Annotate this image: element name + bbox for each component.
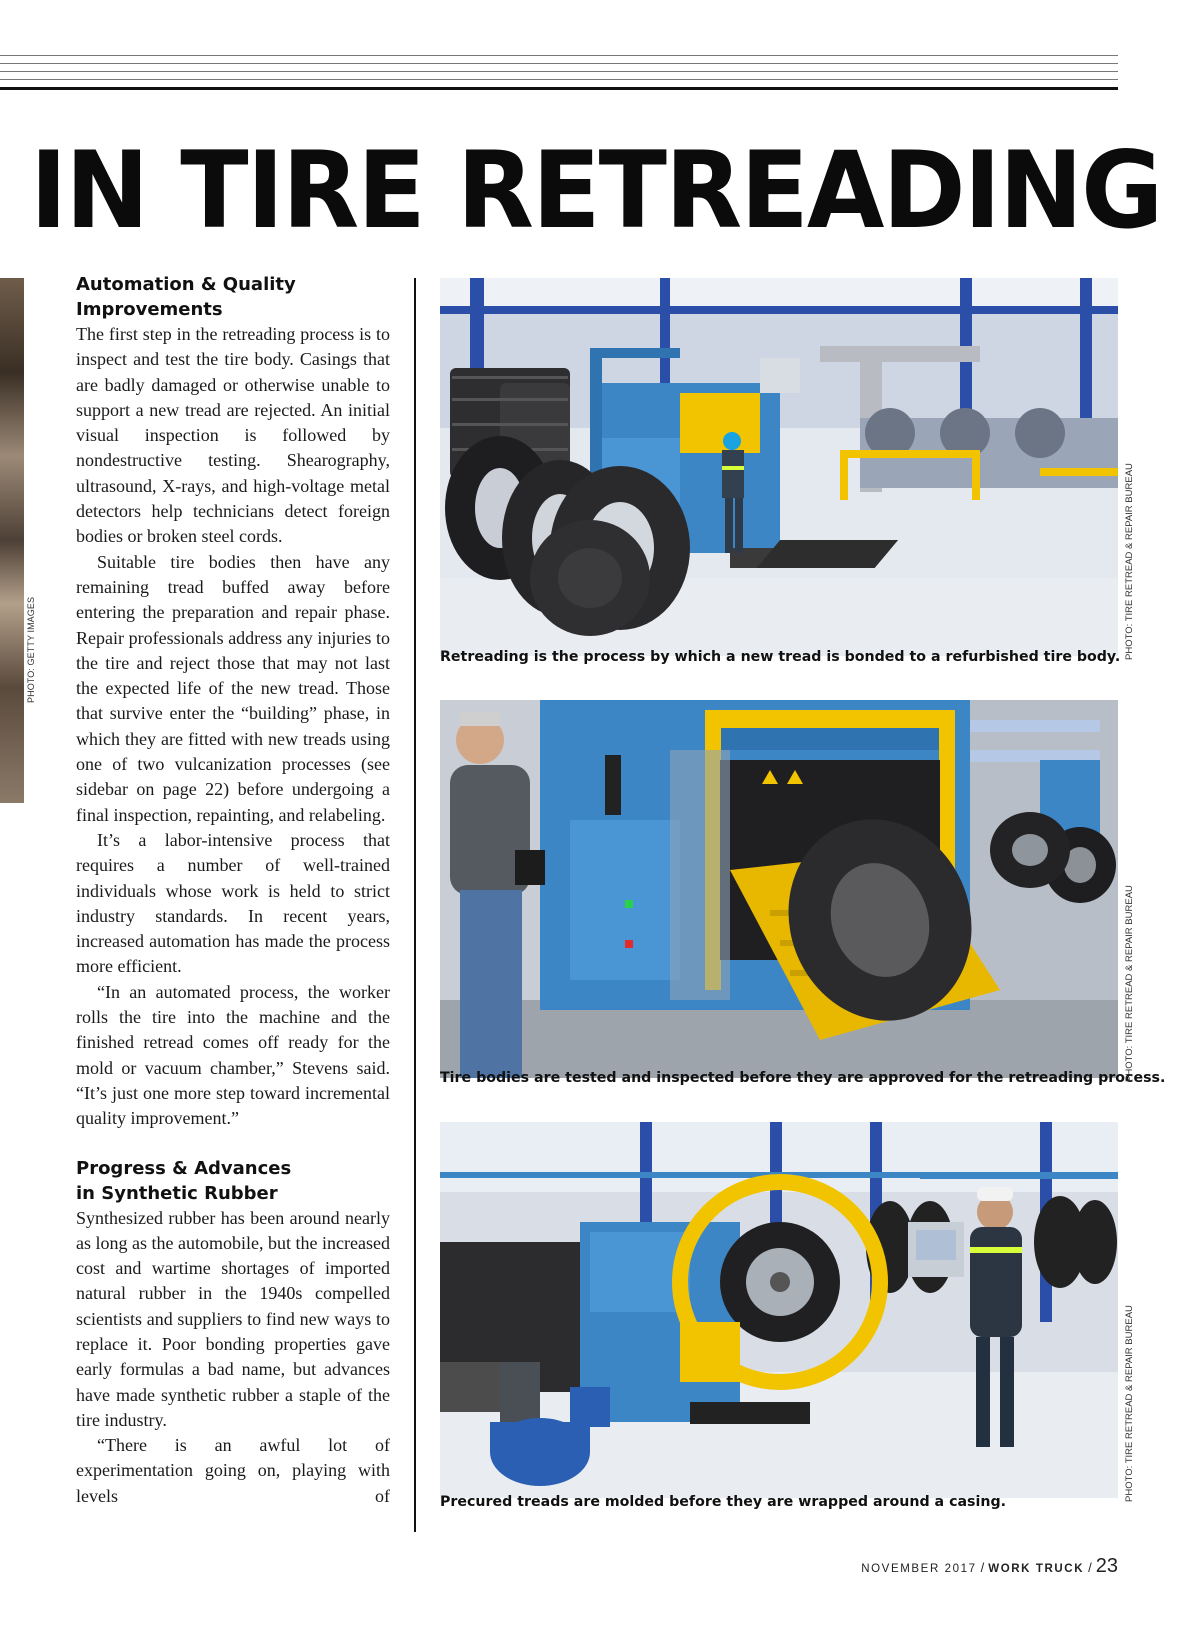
photo-caption: Precured treads are molded before they are wrapped around a casing.	[440, 1494, 1007, 1510]
heading-line: Progress & Advances	[76, 1157, 292, 1179]
heading-line: Automation & Quality	[76, 274, 296, 295]
section-heading-synthetic-rubber	[76, 1156, 390, 1206]
magazine-name: WORK TRUCK	[988, 1563, 1085, 1575]
body-paragraph: Synthesized rubber has been around nearly as long as the automobile, but the increased cost and wartime shortages of imported natural rubber in the 1940s compelled scientists and suppliers to find new ways to replace it. Poor bonding properties gave early formulas a bad name, but advances have made synthetic rubber a staple of the tire industry.	[76, 1207, 390, 1430]
headline: IN TIRE RETREADING	[30, 129, 1162, 252]
photo-credit: PHOTO: TIRE RETREAD & REPAIR BUREAU	[1124, 463, 1135, 660]
body-paragraph: It’s a labor-intensive process that requires a number of well-trained individuals whose work is held to strict industry standards. In recent years, increased automation has made the process more efficient.	[76, 829, 390, 977]
folio-separator: /	[1088, 1560, 1092, 1575]
article-column	[76, 272, 390, 1509]
heading-line: in Synthetic Rubber	[76, 1182, 278, 1204]
body-paragraph: “In an automated process, the worker rolls the tire into the machine and the finished retread comes off ready for the mold or vacuum chamber,” Stevens said. “It’s just one more step toward incremental quality improvement.”	[76, 981, 390, 1129]
section-heading-automation	[76, 272, 390, 322]
photo-tread-builder	[440, 1122, 1118, 1498]
photo-inspection-machine	[440, 700, 1118, 1078]
page-folio	[861, 1555, 1118, 1578]
folio-separator: /	[980, 1560, 985, 1575]
photo-caption: Tire bodies are tested and inspected before they are approved for the retreading process.	[440, 1070, 1166, 1086]
left-edge-photo	[0, 278, 24, 803]
photo-caption: Retreading is the process by which a new tread is bonded to a refurbished tire body.	[440, 649, 1121, 665]
photo-retreading-shop	[440, 278, 1118, 656]
heading-line: Improvements	[76, 299, 223, 320]
body-paragraph: Suitable tire bodies then have any remaining tread buffed away before entering the preparation and repair phase. Repair professionals address any injuries to the tire and reject those that may not last the expected life of the new tread. Those that survive enter the “building” phase, in which they are fitted with new treads using one of two vulcanization processes (see sidebar on page 22) before undergoing a final inspection, repainting, and relabeling.	[76, 551, 390, 825]
body-paragraph: The first step in the retreading process is to inspect and test the tire body. Casings that are badly damaged or otherwise unable to support a new tread are rejected. An initial visual inspection is followed by nondestructive testing. Shearography, ultrasound, X-rays, and high-voltage metal detectors help technicians detect foreign bodies or broken steel cords.	[76, 324, 390, 547]
photo-credit: PHOTO: TIRE RETREAD & REPAIR BUREAU	[1124, 885, 1135, 1082]
photo-credit: PHOTO: TIRE RETREAD & REPAIR BUREAU	[1124, 1305, 1135, 1502]
photo-credit-getty: PHOTO: GETTY IMAGES	[26, 596, 36, 703]
body-paragraph: “There is an awful lot of experimentation going on, playing with levels of	[76, 1435, 390, 1506]
column-divider	[414, 278, 416, 1532]
issue-date: NOVEMBER 2017	[861, 1563, 977, 1575]
page-number: 23	[1095, 1555, 1118, 1577]
